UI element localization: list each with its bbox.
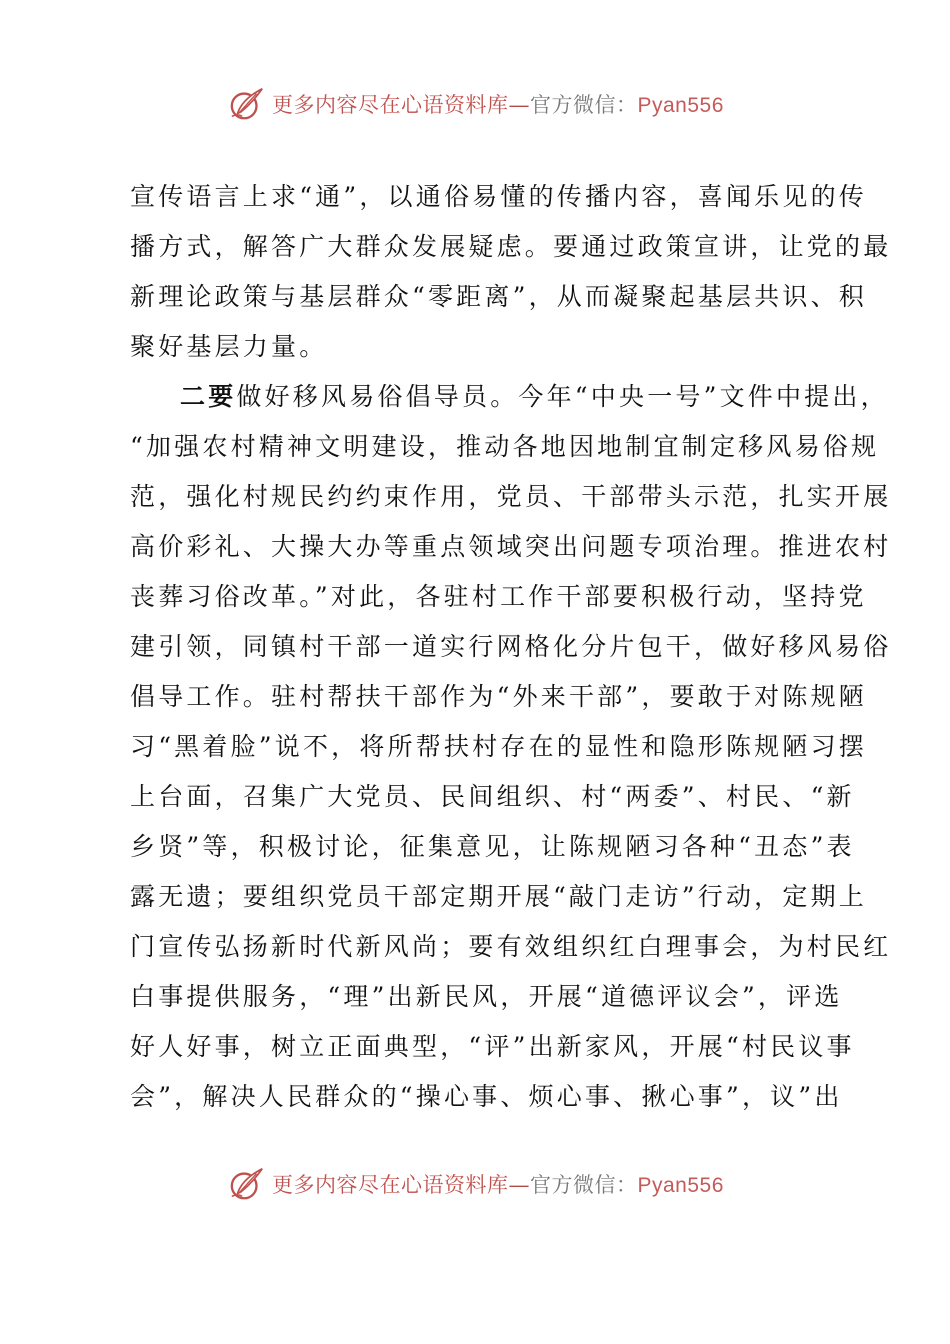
footer-wechat-id: Pyan556 bbox=[637, 1174, 724, 1197]
text-line: 会”，解决人民群众的“操心事、烦心事、揪心事”，议”出 bbox=[130, 1082, 843, 1111]
header-wechat-label: 官方微信： bbox=[530, 93, 638, 117]
text-line: “加强农村精神文明建设，推动各地因地制宜制定移风易俗规 bbox=[130, 432, 880, 461]
footer-text bbox=[272, 1169, 724, 1199]
text-line: 习“黑着脸”说不，将所帮扶村存在的显性和隐形陈规陋习摆 bbox=[130, 732, 867, 761]
text-line: 范，强化村规民约约束作用，党员、干部带头示范，扎实开展 bbox=[130, 482, 892, 511]
text-line: 新理论政策与基层群众“零距离”，从而凝聚起基层共识、积 bbox=[130, 282, 867, 311]
header-separator: — bbox=[508, 93, 530, 117]
text-line: 白事提供服务，“理”出新民风，开展“道德评议会”，评选 bbox=[130, 982, 843, 1011]
quill-logo-icon bbox=[228, 85, 266, 123]
text-line: 高价彩礼、大操大办等重点领域突出问题专项治理。推进农村 bbox=[130, 532, 892, 561]
text-line: 播方式，解答广大群众发展疑虑。要通过政策宣讲，让党的最 bbox=[130, 232, 892, 261]
header-banner bbox=[228, 84, 728, 124]
text-line: 好人好事，树立正面典型，“评”出新家风，开展“村民议事 bbox=[130, 1032, 855, 1061]
paragraph-lead: 二要 bbox=[180, 382, 237, 411]
header-wechat-id: Pyan556 bbox=[637, 94, 724, 117]
text-line: 乡贤”等，积极讨论，征集意见，让陈规陋习各种“丑态”表 bbox=[130, 832, 855, 861]
footer-banner bbox=[228, 1164, 728, 1204]
text-line: 聚好基层力量。 bbox=[130, 332, 328, 361]
text-line: 丧葬习俗改革。”对此，各驻村工作干部要积极行动，坚持党 bbox=[130, 582, 867, 611]
footer-separator: — bbox=[508, 1173, 530, 1197]
header-brand: 更多内容尽在心语资料库 bbox=[272, 93, 509, 117]
text-line: 宣传语言上求“通”，以通俗易懂的传播内容，喜闻乐见的传 bbox=[130, 182, 867, 211]
footer-wechat-label: 官方微信： bbox=[530, 1173, 638, 1197]
quill-logo-icon bbox=[228, 1165, 266, 1203]
text-line: 倡导工作。驻村帮扶干部作为“外来干部”，要敢于对陈规陋 bbox=[130, 682, 867, 711]
paragraph-first-line bbox=[180, 382, 889, 412]
paragraph-first-text: 做好移风易俗倡导员。今年“中央一号”文件中提出， bbox=[236, 382, 889, 411]
text-line: 上台面，召集广大党员、民间组织、村“两委”、村民、“新 bbox=[130, 782, 855, 811]
footer-brand: 更多内容尽在心语资料库 bbox=[272, 1173, 509, 1197]
header-text bbox=[272, 89, 724, 119]
text-line: 门宣传弘扬新时代新风尚；要有效组织红白理事会，为村民红 bbox=[130, 932, 892, 961]
text-line: 建引领，同镇村干部一道实行网格化分片包干，做好移风易俗 bbox=[130, 632, 892, 661]
text-line: 露无遗；要组织党员干部定期开展“敲门走访”行动，定期上 bbox=[130, 882, 867, 911]
